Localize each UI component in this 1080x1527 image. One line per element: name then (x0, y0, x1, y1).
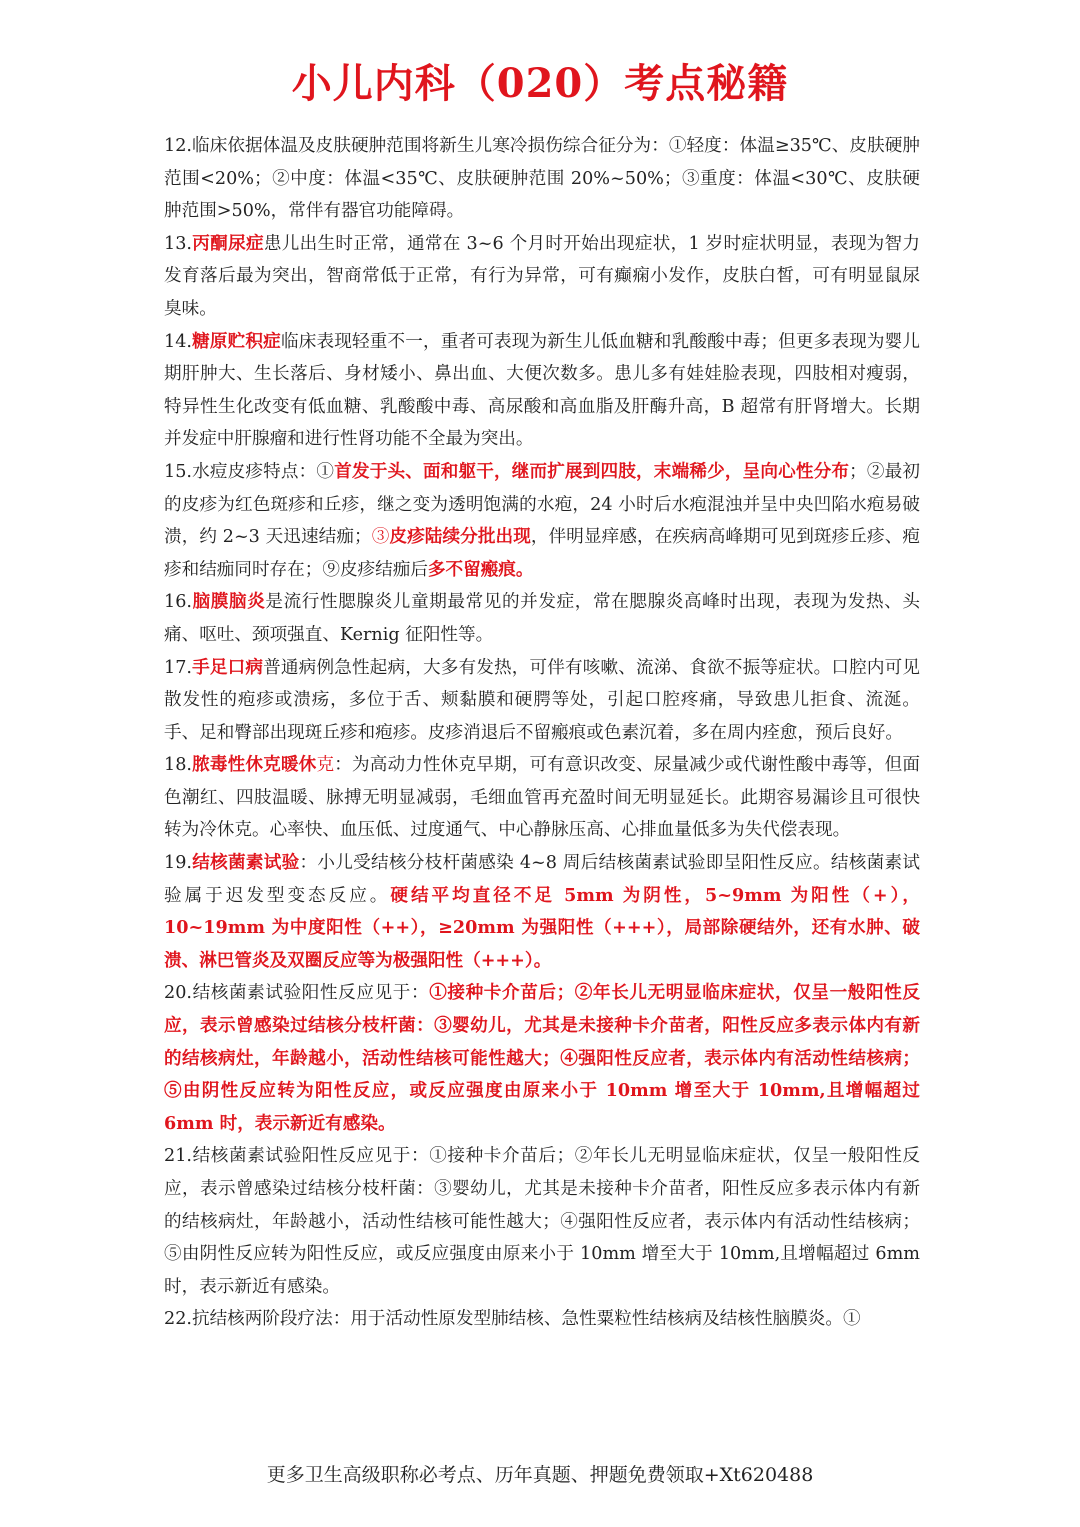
point-item (164, 977, 920, 1140)
point-text: 21.结核菌素试验阳性反应见于：①接种卡介苗后；②年长儿无明显临床症状，仅呈一般阳性反应，表示曾感染过结核分枝杆菌：③婴幼儿，尤其是未接种卡介苗者，阳性反应多表示体内有新的结核病灶，年龄越小，活动性结核可能性越大；④强阳性反应者，表示体内有活动性结核病；⑤由阴性反应转为阳性反应，或反应强度由原来小于 10mm 增至大于 10mm,且增幅超过 6mm 时，表示新近有感染。 (164, 1146, 920, 1297)
point-text: 20.结核菌素试验阳性反应见于： (164, 983, 430, 1004)
point-text: 15.水痘皮疹特点：① (164, 461, 335, 482)
document-body (164, 130, 920, 1336)
point-item (164, 130, 920, 228)
footer-promo: 更多卫生高级职称必考点、历年真题、押题免费领取+Xt620488 (266, 1464, 814, 1486)
point-text: 首发于头、面和躯干，继而扩展到四肢，末端稀少，呈向心性分布 (334, 460, 850, 482)
point-item (164, 1140, 920, 1303)
point-item (164, 456, 920, 586)
point-text: 手足口病 (191, 656, 264, 678)
point-text: 结核菌素试验 (191, 852, 300, 874)
point-text: 患儿出生时正常，通常在 3~6 个月时开始出现症状，1 岁时症状明显，表现为智力发育落后最为突出，智商常低于正常，有行为异常，可有癫痫小发作，皮肤白皙，可有明显鼠尿臭味。 (164, 233, 920, 319)
point-item (164, 749, 920, 847)
point-text: 是流行性腮腺炎儿童期最常见的并发症，常在腮腺炎高峰时出现，表现为发热、头痛、呕吐、颈项强直、Kernig 征阳性等。 (164, 592, 920, 645)
page-title: 小儿内科（020）考点秘籍 (291, 60, 789, 107)
point-text: 18. (164, 755, 192, 776)
point-item (164, 326, 920, 456)
point-text: 16. (164, 592, 192, 613)
point-text: 17. (164, 657, 192, 678)
point-text: ①接种卡介苗后；②年长儿无明显临床症状，仅呈一般阳性反应，表示曾感染过结核分枝杆菌：③婴幼儿，尤其是未接种卡介苗者，阳性反应多表示体内有新的结核病灶，年龄越小，活动性结核可能性越大；④强阳性反应者，表示体内有活动性结核病；⑤由阴性反应转为阳性反应，或反应强度由原来小于 10mm 增至大于 10mm,且增幅超过 6mm 时，表示新近有感染。 (164, 982, 920, 1134)
point-text: 皮疹陆续分批出现 (389, 526, 531, 548)
point-text: ③ (371, 527, 390, 548)
point-item (164, 586, 920, 651)
point-text: 克 (316, 755, 335, 776)
point-text: 丙酮尿症 (191, 232, 264, 254)
point-text: ：为高动力性休克早期，可有意识改变、尿量减少或代谢性酸中毒等，但面色潮红、四肢温暖、脉搏无明显减弱，毛细血管再充盈时间无明显延长。此期容易漏诊且可很快转为冷休克。心率快、血压低、过度通气、中心静脉压高、心排血量低多为失代偿表现。 (164, 755, 920, 841)
point-item (164, 228, 920, 326)
point-item (164, 847, 920, 977)
point-text: 临床表现轻重不一，重者可表现为新生儿低血糖和乳酸酸中毒；但更多表现为婴儿期肝肿大、生长落后、身材矮小、鼻出血、大便次数多。患儿多有娃娃脸表现，四肢相对瘦弱，特异性生化改变有低血糖、乳酸酸中毒、高尿酸和高血脂及肝酶升高，B 超常有肝肾增大。长期并发症中肝腺瘤和进行性肾功能不全最为突出。 (164, 331, 920, 450)
point-text: 硬结平均直径不足 5mm 为阴性，5~9mm 为阳性（+），10~19mm 为中度阳性（++），≥20mm 为强阳性（+++），局部除硬结外，还有水肿、破溃、淋巴管炎及双圈反应等为极强阳性（+++）。 (164, 884, 920, 971)
point-text: ：小儿受结核分枝杆菌感染 4~8 周后结核菌素试验即呈阳性反应。结核菌素试验属于迟发型变态反应。 (164, 853, 920, 906)
point-text: 多不留瘢痕。 (427, 558, 534, 580)
point-text: 糖原贮积症 (191, 330, 281, 352)
point-text: 19. (164, 853, 192, 874)
point-item (164, 1303, 920, 1336)
point-text: 普通病例急性起病，大多有发热，可伴有咳嗽、流涕、食欲不振等症状。口腔内可见散发性的疱疹或溃疡，多位于舌、颊黏膜和硬腭等处，引起口腔疼痛，导致患儿拒食、流涎。手、足和臀部出现斑丘疹和疱疹。皮疹消退后不留瘢痕或色素沉着，多在周内痊愈，预后良好。 (164, 657, 920, 743)
point-text: ，伴明显痒感，在疾病高峰期可见到斑疹丘疹、疱疹和结痂同时存在；⑨皮疹结痂后 (164, 527, 920, 580)
point-item (164, 652, 920, 750)
point-text: 22.抗结核两阶段疗法：用于活动性原发型肺结核、急性粟粒性结核病及结核性脑膜炎。① (164, 1309, 861, 1330)
point-text: 脓毒性休克暖休 (191, 754, 317, 776)
point-text: 12.临床依据体温及皮肤硬肿范围将新生儿寒冷损伤综合征分为：①轻度：体温≥35℃、皮肤硬肿范围<20%；②中度：体温<35℃、皮肤硬肿范围 20%~50%；③重度：体温<30℃、皮肤硬肿范围>50%，常伴有器官功能障碍。 (164, 136, 920, 222)
point-text: 脑膜脑炎 (191, 591, 266, 613)
point-text: 14. (164, 331, 192, 352)
point-text: ；②最初的皮疹为红色斑疹和丘疹，继之变为透明饱满的水疱，24 小时后水疱混浊并呈中央凹陷水疱易破溃，约 2~3 天迅速结痂； (164, 461, 920, 548)
point-text: 13. (164, 233, 192, 254)
